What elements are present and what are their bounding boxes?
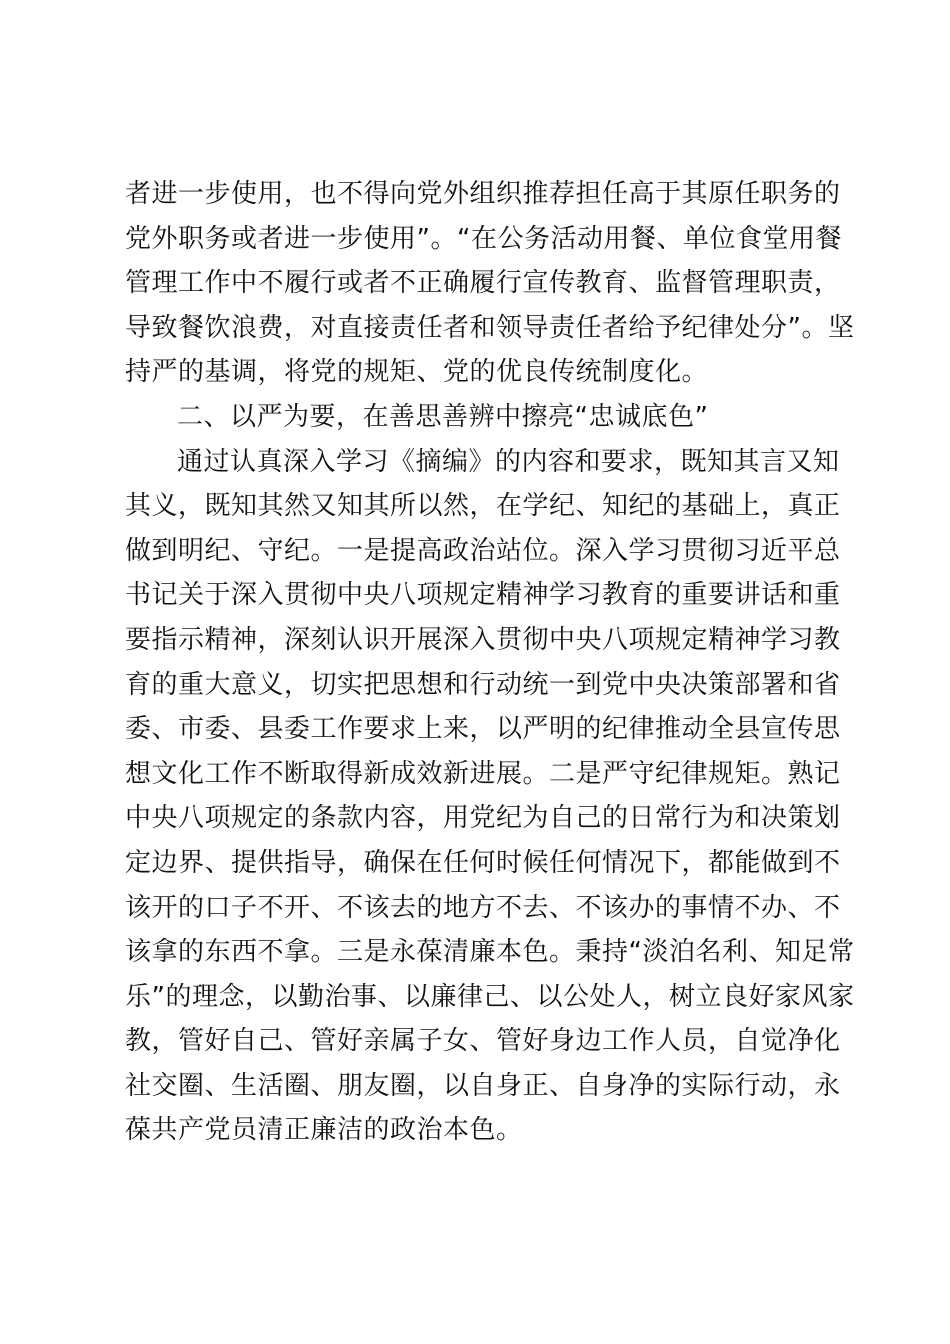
text-line: 中央八项规定的条款内容，用党纪为自己的日常行为和决策划 — [125, 803, 841, 834]
text-line: 要指示精神，深刻认识开展深入贯彻中央八项规定精神学习教 — [125, 624, 841, 655]
text-line: 该开的口子不开、不该去的地方不去、不该办的事情不办、不 — [125, 892, 841, 923]
text-line: 社交圈、生活圈、朋友圈，以自身正、自身净的实际行动，永 — [125, 1070, 841, 1101]
text-line: 育的重大意义，切实把思想和行动统一到党中央决策部署和省 — [125, 669, 841, 700]
text-line: 教，管好自己、管好亲属子女、管好身边工作人员，自觉净化 — [125, 1026, 841, 1057]
text-line: 做到明纪、守纪。一是提高政治站位。深入学习贯彻习近平总 — [125, 535, 841, 566]
document-body — [125, 172, 855, 1153]
text-line: 想文化工作不断取得新成效新进展。二是严守纪律规矩。熟记 — [125, 758, 841, 789]
paragraph-start: 通过认真深入学习《摘编》的内容和要求，既知其言又知 — [177, 446, 840, 477]
text-line: 葆共产党员清正廉洁的政治本色。 — [125, 1115, 523, 1146]
text-line: 党外职务或者进一步使用”。“在公务活动用餐、单位食堂用餐 — [125, 223, 842, 254]
text-line: 者进一步使用，也不得向党外组织推荐担任高于其原任职务的 — [125, 179, 841, 209]
text-line: 持严的基调，将党的规矩、党的优良传统制度化。 — [125, 357, 709, 388]
text-line: 管理工作中不履行或者不正确履行宣传教育、监督管理职责， — [125, 268, 841, 299]
text-line: 导致餐饮浪费，对直接责任者和领导责任者给予纪律处分”。坚 — [125, 312, 855, 343]
text-line: 委、市委、县委工作要求上来，以严明的纪律推动全县宣传思 — [125, 714, 841, 745]
section-heading: 二、以严为要，在善思善辨中擦亮“忠诚底色” — [177, 401, 709, 432]
text-line: 书记关于深入贯彻中央八项规定精神学习教育的重要讲话和重 — [125, 580, 841, 611]
text-line: 乐”的理念，以勤治事、以廉律己、以公处人，树立良好家风家 — [125, 981, 855, 1012]
text-line: 定边界、提供指导，确保在任何时候任何情况下，都能做到不 — [125, 847, 841, 878]
text-line: 其义，既知其然又知其所以然，在学纪、知纪的基础上，真正 — [125, 491, 841, 522]
text-line: 该拿的东西不拿。三是永葆清廉本色。秉持“淡泊名利、知足常 — [125, 937, 855, 968]
